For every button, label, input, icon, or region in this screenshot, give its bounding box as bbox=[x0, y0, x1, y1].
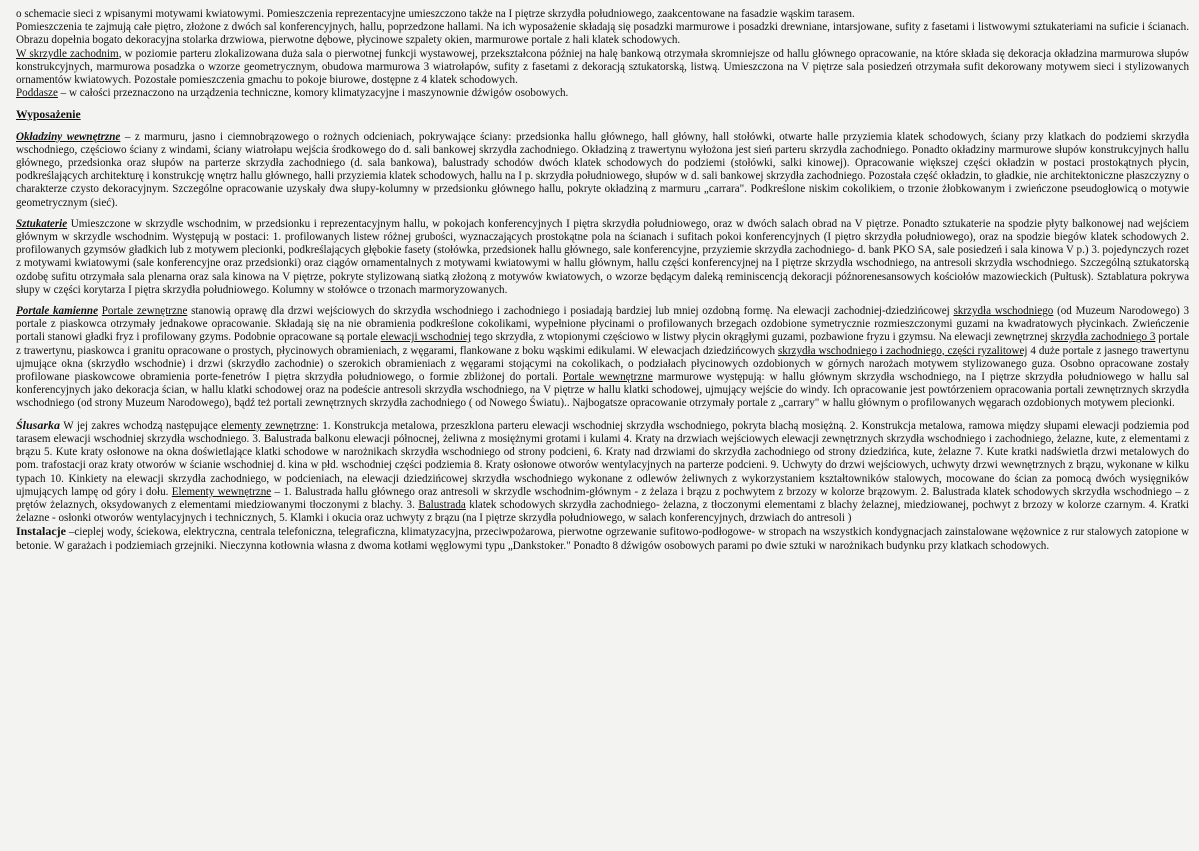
slusarka-sub-2: Elementy wewnętrzne bbox=[171, 485, 272, 498]
intro-text-4: – w całości przeznaczono na urządzenia techniczne, komory klimatyzacyjne i maszynownie dźwigów osobowych. bbox=[57, 87, 569, 100]
sztukaterie-lead: Sztukaterie bbox=[16, 217, 68, 230]
portale-sub-3: elewacji wschodniej bbox=[380, 331, 471, 344]
sztukaterie-paragraph bbox=[16, 218, 1189, 297]
slusarka-lead: Ślusarka bbox=[16, 417, 61, 432]
intro-text-3: , w poziomie parteru zlokalizowana duża sala o pierwotnej funkcji wystawowej, przekształcona później na halę bankową otrzymała skromniejsze od hallu głównego opracowanie, na które składa się dekoracja okładzina marmurowa słupów konstrukcyjnych, marmurowa posadzka o wzorze geometrycznym, obudowa marmurowa 3 wiatrołapów, sufity z fasetami z dekoracją sztukatorską, listwą. Umieszczona na V piętrze sala posiedzeń otrzymała sufit dekorowany motywem sieci i stylizowanych ornamentów kwiatowych. Pozostałe pomieszczenia gmachu to pokoje biurowe, dostępne z 4 klatek schodowych. bbox=[16, 47, 1189, 87]
slusarka-text-4: klatek schodowych skrzydła zachodniego- żelazna, z tłoczonymi elementami z blachy żelaznej, miedziowanej, pochwyt z brzozy w kolorze czarnym. 4. Kratki żelazne - osłonki otworów wentylacyjnych i technicznych, 5. Klamki i okucia oraz uchwyty z brązu (na I piętrze skrzydła południowego, w salach konferencyjnych, drzwiach do antresoli ) bbox=[16, 498, 1189, 525]
slusarka-sub-1: elementy zewnętrzne bbox=[221, 419, 316, 432]
intro-paragraph-3 bbox=[16, 48, 1189, 88]
west-wing-lead: W skrzydle zachodnim bbox=[16, 47, 119, 60]
sztukaterie-text: Umieszczone w skrzydle wschodnim, w przedsionku i reprezentacyjnym hallu, w pokojach konferencyjnych I piętra skrzydła południowego, oraz w dwóch salach obrad na V piętrze. Ponadto sztukaterie na spodzie płyty balkonowej nad wejściem głównym w skrzydle wschodnim. Występują w postaci: 1. profilowanych listew różnej grubości, wyznaczających prostokątne pola na ścianach i sufitach pokoi konferencyjnych (I piętro skrzydła południowego), oraz na spodzie biegów klatek schodowych 2. profilowanych gzymsów gładkich lub z motywem plecionki, podkreślających głębokie fasety (stołówka, przedsionek hallu głównego, sale konferencyjne, przyziemie skrzydła zachodniego- d. bank PKO SA, sale posiedzeń i sala kinowa V p.) 3. pojedynczych rozet z motywami kwiatowymi (sale konferencyjne oraz przedsionki) oraz ciągów ornamentalnych z motywami kwiatowymi w hallu głównym, hallu części konferencyjnej na I piętrze skrzydła wschodniego, na antresoli skrzydła wschodniego. Szczególną sztukatorską ozdobę sufitu otrzymała sala plenarna oraz sala kinowa na V piętrze, pokryte stylizowaną siatką złożoną z motywów kwiatowych, o wzorze będącym daleką reminiscencją dekoracji późnorenesansowych kościołów mazowieckich (Pułtusk). Sztablatura pokrywa słupy w części korytarza I piętra skrzydła południowego. Kolumny w stołówce o trzonach marmoryzowanych. bbox=[16, 217, 1189, 296]
portale-text-6: marmurowe występują: w hallu głównym skrzydła wschodniego, na I piętrze skrzydła południowego w hallu sal konferencyjnych jako dekoracja ścian, w hallu klatki schodowej oraz na podeście antresoli skrzydła wschodniego, na V piętrze w hallu klatki schodowej, ujmujący wejście do windy. Ich opracowanie jest powtórzeniem opracowania portali zewnętrznych skrzydła wschodniego (od strony Muzeum Narodowego), bądź też portali zewnętrznych skrzydła zachodniego ( od Nowego Światu).. Najbogatsze opracowanie otrzymały portale z „carrary" w hallu głównym o profilowanych węgarach ozdobionych motywem plecionki. bbox=[16, 371, 1189, 410]
slusarka-sub-3: Balustrada bbox=[418, 498, 466, 511]
instalacje-text: –cieplej wody, ściekowa, elektryczna, centrala telefoniczna, telegraficzna, klimatyzacyjna, przeciwpożarowa, pierwotne ogrzewanie sufitowo-podłogowe- w stropach na wszystkich kondygnacjach zainstalowane wężownice z rur stalowych zatopione w betonie. W garażach i podziemiach grzejniki. Nieczynna kotłownia własna z dwoma kotłami węglowymi typu „Dankstoker." Ponadto 8 dźwigów osobowych parami po dwie sztuki w narożnikach budynku przy klatkach schodowych. bbox=[16, 526, 1189, 552]
portale-sub-4: skrzydła zachodniego 3 bbox=[1050, 331, 1156, 344]
intro-text-2: Pomieszczenia te zajmują całe piętro, złożone z dwóch sal konferencyjnych, hallu, poprzedzone hallami. Na ich wyposażenie składają się posadzki marmurowe i posadzki drewniane, intarsjowane, sufity z fasetami i listwowymi sztukateriami na suficie i ścianach. Obrazu dopełnia bogato dekoracyjna stolarka drzwiowa, pierwotne dębowe, płycinowe szpalety okien, marmurowe portale z hali klatek schodowych. bbox=[16, 21, 1189, 47]
portale-lead: Portale kamienne bbox=[16, 305, 98, 318]
portale-text-4: portale z trawertynu, piaskowca i granitu opracowane o prostych, płycinowych obramieniach, z węgarami, flankowane z boku wąskimi edikulami. W elewacjach dziedzińcowych bbox=[16, 331, 1190, 357]
intro-paragraph-2 bbox=[16, 21, 1189, 47]
portale-text-3: tego skrzydła, z wtopionymi częściowo w listwy płycin okrągłymi guzami, pozbawione fryzu i gzymsu. Na elewacji zewnętrznej bbox=[470, 331, 1051, 344]
portale-paragraph bbox=[16, 305, 1189, 411]
portale-sub-6: Portale wewnętrzne bbox=[562, 371, 653, 384]
slusarka-paragraph bbox=[16, 419, 1189, 526]
portale-text-2: (od Muzeum Narodowego) 3 portale z piaskowca otrzymały jednakowe opracowanie. Składają się na nie obramienia podkreślone cokolikami, wypełnione płycinami o profilowanych brzegach ozdobione symetrycznie rozmieszczonymi guzami na kwadratowych płycinkach. Zwieńczenie portali stanowi gładki fryz i profilowany gzyms. Podobnie opracowane są portale bbox=[16, 305, 1190, 344]
intro-paragraph-4 bbox=[16, 87, 1189, 100]
slusarka-text-2: : 1. Konstrukcja metalowa, przeszklona parteru elewacji wschodniej skrzydła wschodniego, pokryta blachą mosiężną. 2. Konstrukcja metalowa, ramowa między słupami elewacji podziemia pod tarasem elewacji wschodniej skrzydła wschodniego. 3. Balustrada balkonu elewacji północnej, żeliwna z mosiężnymi grotami i kulami 4. Kraty na drzwiach wejściowych elewacji zewnętrznych skrzydła wschodniego i zachodniego, żelazne, kute, z elementami z brązu 5. Kute kraty osłonowe na okna doświetlające klatki schodowe w narożnikach skrzydła wschodniego od strony podcieni, 6. Kraty nad drzwiami do skrzydła zachodniego od strony dziedzińca, kute, żelazne 7. Kute kratki nadświetla drzwi metalowych do pom. trafostacji oraz kraty otworów w ścianie wschodniej d. kina w płd. wschodniej części podziemia 8. Kraty osłonowe otworów wentylacyjnych na parterze podcieni. 9. Uchwyty do drzwi wejściowych, uchwyty drzwi wewnętrznych z brązu, wykonane w kilku typach 10. Kinkiety na elewacji skrzydła zachodniego, w podcieniach, na elewacji dziedzińcowej skrzydła wschodniego wykonane z odlewów żeliwnych z wykorzystaniem kształtowników stalowych, mocowane do ścian za pomocą dwóch wysięgników ujmujących lampę od góry i dołu. bbox=[16, 419, 1189, 498]
portale-sub-5: skrzydła wschodniego i zachodniego, części ryzalitowej bbox=[777, 344, 1028, 357]
portale-sub-1: Portale zewnętrzne bbox=[101, 305, 188, 318]
portale-sub-2: skrzydła wschodniego bbox=[953, 305, 1054, 318]
section-heading bbox=[16, 108, 1189, 122]
heading-text: Wyposażenie bbox=[16, 108, 81, 122]
attic-lead: Poddasze bbox=[16, 87, 58, 100]
okladziny-lead: Okładziny wewnętrzne bbox=[16, 130, 121, 143]
slusarka-text-1: W jej zakres wchodzą następujące bbox=[60, 419, 222, 432]
okladziny-text: – z marmuru, jasno i ciemnobrązowego o rożnych odcieniach, pokrywające ściany: przedsionka hallu głównego, hall główny, hall stołówki, otwarte halle przyziemia klatek schodowych, ściany przy klatkach do podziemi skrzydła wschodniego, częściowo ściany z windami, ściany wiatrołapu wejścia środkowego do d. sali bankowej skrzydła zachodniego. Okładziną z trawertynu wyłożona jest sień parteru skrzydła zachodniego. Ponadto okładziny marmurowe słupów konstrukcyjnych hallu głównego, przedsionka oraz słupów na parterze skrzydła zachodniego (d. sala bankowa), balustrady schodów dwóch klatek schodowych do podziemi (stołówki, salki kinowej). Opracowanie większej części okładzin w postaci prostokątnych płycin, podkreślających architekturę i konstrukcję wnętrz hallu głównego, halli przyziemia klatek schodowych, hallu na I p. skrzydła południowego, słupów w d. sali bankowej skrzydła zachodniego. Pozostała część okładzin, to gładkie, nie architektoniczne płaszczyzny o charakterze czysto dekoracyjnym. Szczególne opracowanie uzyskały dwa słupy-kolumny w przedsionku głównego hallu, pokryte okładziną z marmuru „carrara". Podkreślone niskim cokolikiem, o trzonie żłobkowanym i zwieńczone pseudogłowicą o motywie geometrycznym (sieć). bbox=[16, 130, 1189, 209]
portale-text-1: stanowią oprawę dla drzwi wejściowych do skrzydła wschodniego i zachodniego i posiadają bardziej lub mniej ozdobną formę. Na elewacji zachodniej-dziedzińcowej bbox=[187, 305, 954, 318]
slusarka-text-3: – 1. Balustrada hallu głównego oraz antresoli w skrzydle wschodnim-głównym - z żelaza i brązu z pochwytem z brzozy w kolorze brązowym. 2. Balustrada klatek schodowych skrzydła wschodniego – z prętów żelaznych, oksydowanych z elementami miedziowanymi tłoczonymi z blachy. 3. bbox=[16, 485, 1190, 511]
intro-text-1: o schemacie sieci z wpisanymi motywami kwiatowymi. Pomieszczenia reprezentacyjne umieszczono także na I piętrze skrzydła południowego, zaakcentowane na fasadzie wąskim tarasem. bbox=[16, 8, 855, 20]
portale-text-5: 4 duże portale z jasnego trawertynu ujmujące okna (skrzydło wschodnie) i drzwi (skrzydło zachodnie) o szerokich obramieniach z węgarami stojącymi na cokolikach, o podziałach płycinowych ozdobionych w górnych narożach motywem stylizowanego guza. Osobno opracowane zostały profilowane piaskowcowe obramienia porte-fenetrów I piętra skrzydła południowego, o formie zbliżonej do portali. bbox=[16, 344, 1190, 384]
intro-paragraph-1 bbox=[16, 8, 1189, 21]
okladziny-paragraph bbox=[16, 131, 1189, 210]
instalacje-lead: Instalacje bbox=[16, 524, 66, 539]
instalacje-paragraph bbox=[16, 525, 1189, 552]
